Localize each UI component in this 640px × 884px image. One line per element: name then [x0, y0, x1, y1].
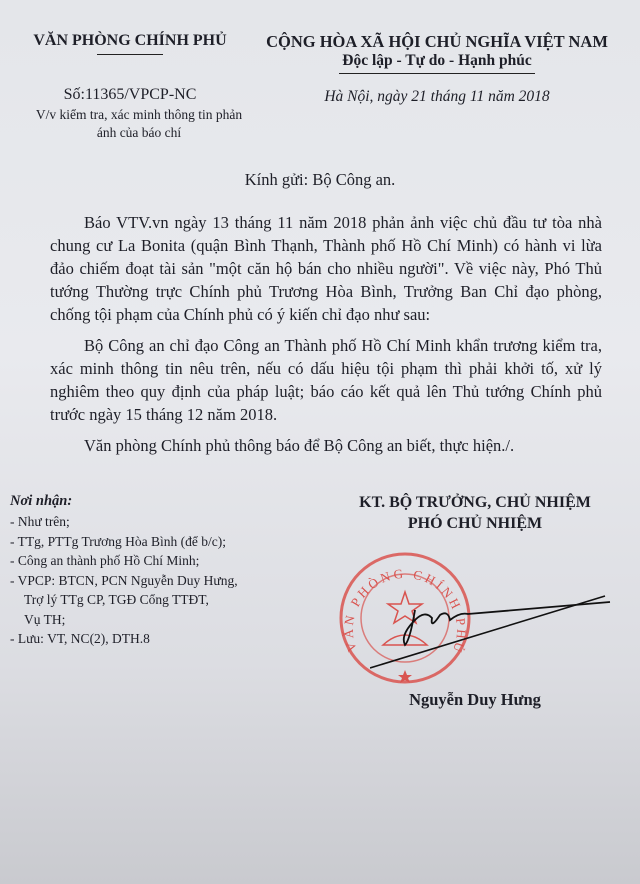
recipients-title: Nơi nhận:: [10, 493, 73, 509]
divider: [339, 73, 535, 74]
motto: Độc lập - Tự do - Hạnh phúc: [342, 52, 532, 69]
document-subject: V/v kiểm tra, xác minh thông tin phản ánh của báo chí: [35, 107, 243, 140]
document-number: Số:11365/VPCP-NC: [63, 86, 197, 103]
recipient-item: - TTg, PTTg Trương Hòa Bình (để b/c);: [10, 533, 226, 549]
recipient-item: - Công an thành phố Hồ Chí Minh;: [10, 553, 200, 568]
recipient-item: - VPCP: BTCN, PCN Nguyễn Duy Hưng,: [10, 572, 238, 588]
handwritten-signature: [370, 590, 620, 680]
recipient-item: - Lưu: VT, NC(2), DTH.8: [10, 631, 150, 646]
country-name: CỘNG HÒA XÃ HỘI CHỦ NGHĨA VIỆT NAM: [266, 32, 608, 51]
signer-name: Nguyễn Duy Hưng: [409, 690, 541, 709]
signer-position: PHÓ CHỦ NHIỆM: [407, 515, 543, 532]
recipient-item: Vụ TH;: [24, 611, 66, 627]
recipient-item: - Như trên;: [10, 514, 70, 529]
body-paragraph: Bộ Công an chỉ đạo Công an Thành phố Hồ Chí Minh khẩn trương kiểm tra, xác minh thông tin nêu trên, nếu có dấu hiệu tội phạm thì phải khởi tố, xử lý nghiêm theo quy định của pháp luật; báo cáo kết quả lên Thủ tướng Chính phủ trước ngày 15 tháng 12 năm 2018.: [50, 336, 602, 424]
place-date: Hà Nội, ngày 21 tháng 11 năm 2018: [324, 88, 550, 105]
signer-title: KT. BỘ TRƯỞNG, CHỦ NHIỆM: [359, 494, 591, 511]
body-paragraph: Văn phòng Chính phủ thông báo để Bộ Công an biết, thực hiện./.: [84, 436, 515, 455]
document-body: [50, 211, 602, 457]
divider: [97, 54, 163, 55]
body-paragraph: Báo VTV.vn ngày 13 tháng 11 năm 2018 phản ảnh việc chủ đầu tư tòa nhà chung cư La Bonita (quận Bình Thạnh, Thành phố Hồ Chí Minh) có hành vi lừa đảo chiếm đoạt tài sản "một căn hộ bán cho nhiều người". Về việc này, Phó Thủ tướng Thường trực Chính phủ Trương Hòa Bình, Trưởng Ban Chỉ đạo phòng, chống tội phạm của Chính phủ có ý kiến chỉ đạo như sau:: [50, 213, 602, 324]
addressee: Kính gửi: Bộ Công an.: [244, 170, 396, 189]
stamp-text: VĂN PHÒNG CHÍNH PHỦ: [340, 565, 470, 657]
recipients-block: [10, 493, 300, 649]
issuing-agency: VĂN PHÒNG CHÍNH PHỦ: [33, 32, 227, 49]
recipient-item: Trợ lý TTg CP, TGĐ Cổng TTĐT,: [24, 592, 209, 607]
